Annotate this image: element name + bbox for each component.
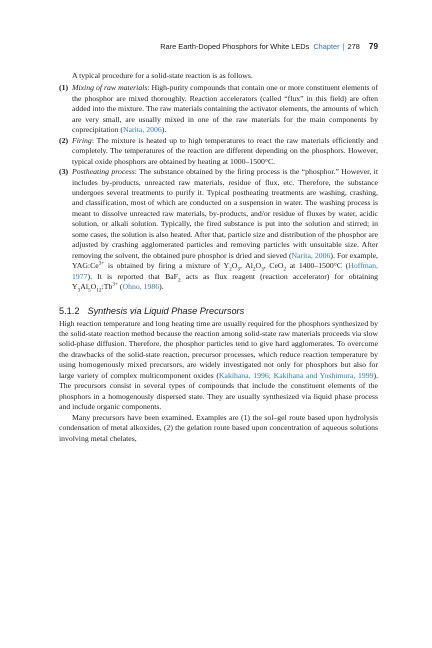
list-body-tail: ). bbox=[161, 125, 167, 135]
citation-link[interactable]: Narita, 2006 bbox=[123, 125, 162, 135]
subscript: 3 bbox=[237, 266, 241, 273]
list-number: (1) bbox=[59, 83, 69, 93]
text-run: acts as flux reagent (reaction accelerator) for obtaining Y bbox=[72, 271, 378, 292]
list-item-postheating bbox=[59, 167, 378, 292]
text-run: :Tb bbox=[101, 282, 113, 292]
text-run: ). bbox=[159, 282, 164, 292]
intro-paragraph: A typical procedure for a solid-state reaction is as follows. bbox=[72, 71, 253, 80]
chapter-number: 278 bbox=[347, 41, 360, 51]
citation-link[interactable]: Kakihana, 1996; Kakihana and Yoshimura, 1999 bbox=[218, 370, 374, 380]
list-item-title: Mixing of raw materials bbox=[72, 83, 148, 93]
text-run: O bbox=[90, 282, 97, 292]
text-run: , Al bbox=[240, 261, 253, 271]
section-number: 5.1.2 bbox=[59, 305, 80, 316]
text-run: , CeO bbox=[263, 261, 284, 271]
list-body: : High-purity compounds that contain one or more constituent elements of the phosphor are mixed thoroughly. Reaction accelerators (called “flux” in this field) are often added into the mixture. The raw materials containing the activator elements, the amounts of which are very small, are usually mixed in one of the raw materials for the main components by coprecipitation ( bbox=[72, 83, 378, 135]
running-header bbox=[0, 40, 378, 52]
main-text bbox=[59, 71, 378, 444]
body-paragraph bbox=[59, 319, 378, 413]
list-item-firing bbox=[59, 136, 378, 167]
list-item-title: Firing bbox=[72, 135, 92, 145]
list-item-title: Postheating process bbox=[72, 167, 135, 177]
list-item-mixing bbox=[59, 83, 378, 135]
citation-link[interactable]: Ohno, 1986 bbox=[122, 282, 160, 292]
subscript: 3 bbox=[77, 287, 81, 294]
citation-link[interactable]: Hoffman, 1977 bbox=[72, 261, 378, 281]
text-run: ). The precursors consist in several types of compounds that include the constituent elements of the phosphors in a homogenously dispersed state. They are usually synthesized via liquid phase process and include organic components. bbox=[59, 370, 379, 412]
text-run: O bbox=[255, 261, 262, 271]
subscript: 2 bbox=[283, 266, 287, 273]
list-text bbox=[72, 167, 378, 292]
subscript: 2 bbox=[178, 277, 181, 284]
section-heading bbox=[59, 305, 378, 317]
subscript: 5 bbox=[88, 287, 91, 294]
header-separator: | bbox=[342, 41, 345, 51]
running-title: Rare Earth-Doped Phosphors for White LEDs bbox=[160, 41, 310, 51]
text-run: O bbox=[231, 261, 238, 271]
superscript: 3+ bbox=[98, 260, 105, 267]
list-body: : The substance obtained by the firing process is the “phosphor.” However, it includes by-products, unreacted raw materials, residue of flux, etc. Therefore, the substance undergoes several treatments to purify it. Typical postheating treatments are washing, crashing, and classification, most of which are conducted on a suspension in water. The washing process is meant to dissolve unreacted raw materials, by-products, and/or residue of fluxes by water, acidic solution, or alkali solution. Typically, the fired substance is put into the solution and stirred; in some cases, the solution is also heated. After that, particle size and distribution of the phosphor are adjusted by crashing agglomerated particles and removing particles with unsuitable size. After removing the solvent, the obtained pure phosphor is dried and sieved ( bbox=[72, 167, 378, 260]
subscript: 2 bbox=[252, 266, 256, 273]
citation-link[interactable]: Narita, 2006 bbox=[291, 250, 331, 260]
text-run: ( bbox=[117, 282, 123, 292]
text-run: ). It is reported that BaF bbox=[87, 271, 178, 281]
superscript: 3+ bbox=[112, 281, 118, 288]
subscript: 2 bbox=[229, 266, 232, 273]
section-title: Synthesis via Liquid Phase Precursors bbox=[87, 305, 245, 316]
subscript: 3 bbox=[261, 266, 264, 273]
text-run: at 1400–1500°C ( bbox=[286, 261, 349, 271]
text-run: Al bbox=[80, 282, 89, 292]
list-body: : The mixture is heated up to high temperatures to react the raw materials efficiently and completely. The temperatures of the reaction are different depending on the phosphors. However, typical oxide phosphors are obtained by heating at 1000–1500°C. bbox=[72, 135, 378, 166]
list-number: (3) bbox=[59, 167, 69, 177]
text-run: is obtained by firing a mixture of Y bbox=[104, 261, 230, 271]
text-run: High reaction temperature and long heating time are usually required for the phosphors synthesized by the solid-state reaction method because the reaction among solid-state raw materials proceeds via slow solid-phase diffusion. Therefore, the phosphor particles tend to give hard agglomerates. To overcome the drawbacks of the solid-state reaction, precursor processes, which reduce reaction temperature by using homogenously mixed precursors, are widely investigated not only for phosphors but also for large variety of complex multicomponent oxides ( bbox=[59, 318, 378, 380]
page-number: 79 bbox=[368, 41, 378, 51]
text-run: ). For example, YAG:Ce bbox=[72, 250, 378, 271]
list-number: (2) bbox=[59, 135, 69, 145]
body-paragraph: Many precursors have been examined. Examples are (1) the sol–gel route based upon hydrolysis condensation of metal alkoxides, (2) the gelation route based upon concentration of aqueous solutions involving metal chelates, bbox=[59, 412, 378, 443]
list-text bbox=[72, 136, 378, 167]
subscript: 12 bbox=[96, 287, 102, 294]
list-text bbox=[72, 83, 378, 135]
chapter-label: Chapter bbox=[313, 41, 340, 51]
